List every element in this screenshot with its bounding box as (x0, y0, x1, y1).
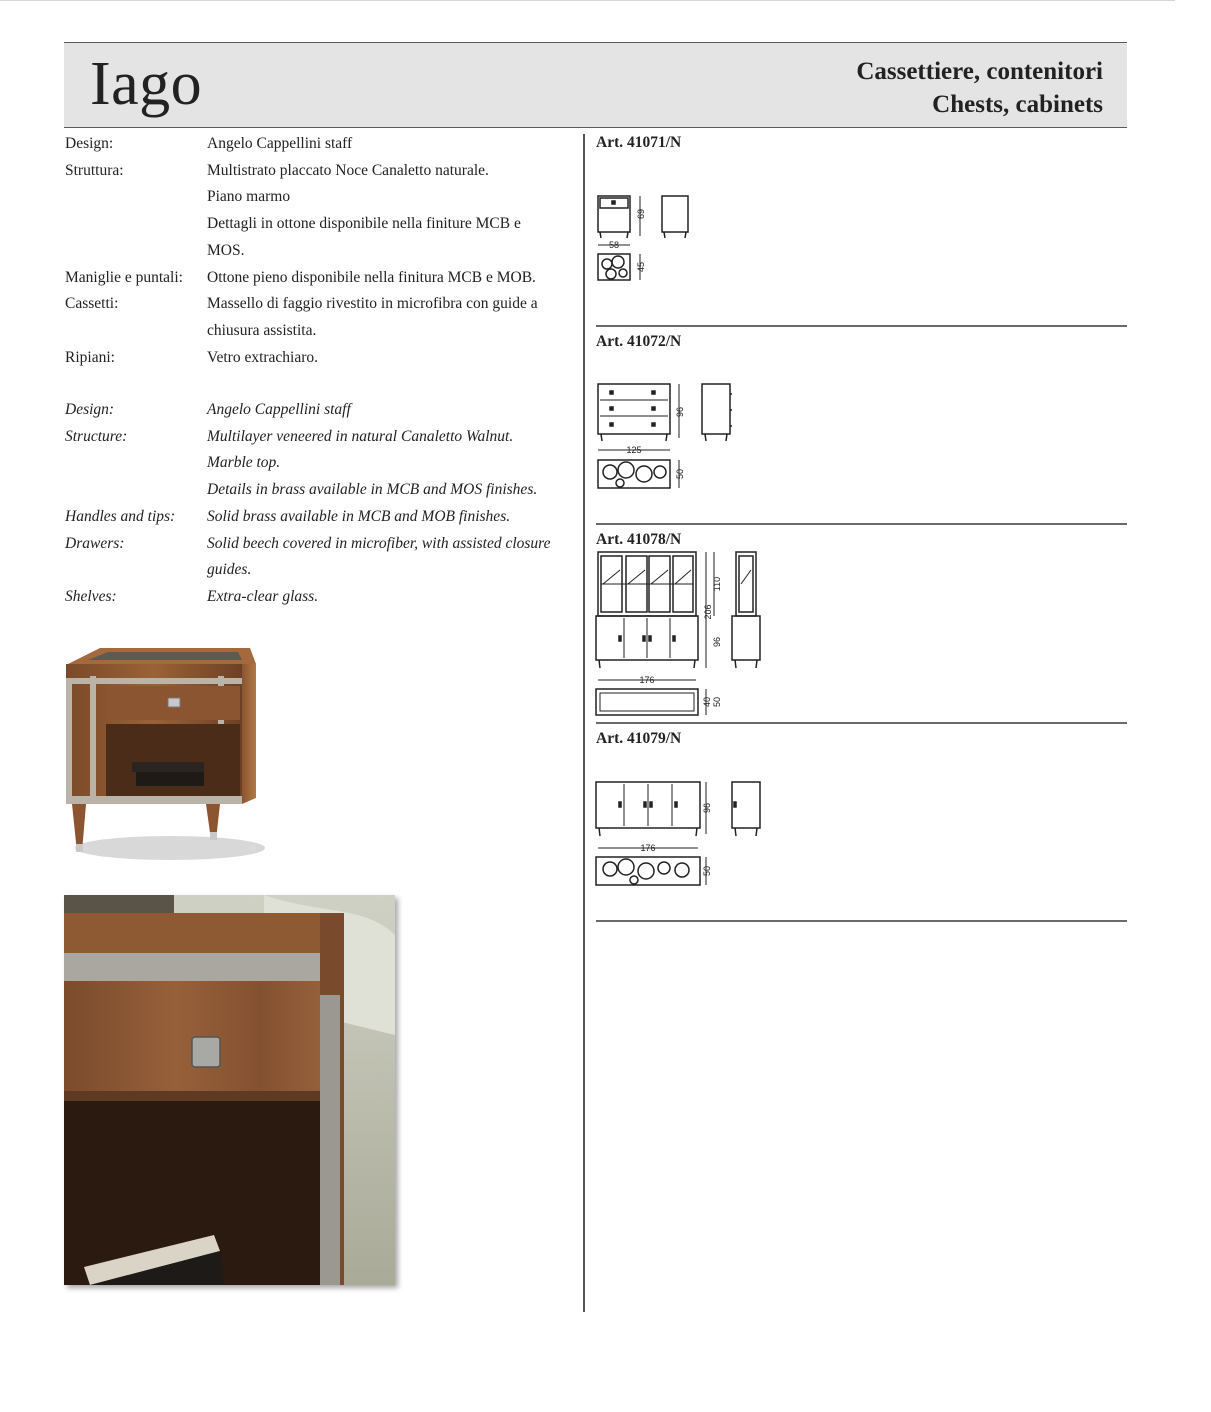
spec-row-shelves (65, 584, 562, 611)
section-rule (596, 523, 1127, 525)
category-heading (856, 55, 1103, 121)
section-rule (596, 920, 1127, 922)
spec-label: Ripiani: (65, 348, 115, 366)
spec-line: Dettagli in ottone disponibile nella finiture MCB e (207, 215, 521, 233)
section-rule (596, 722, 1127, 724)
spec-label: Design: (65, 401, 115, 418)
spec-value (207, 158, 562, 265)
spec-value (207, 424, 562, 504)
spec-value (207, 345, 562, 372)
article-code: Art. 41078/N (596, 531, 682, 548)
height-label: 96 (675, 406, 685, 418)
spec-label: Cassetti: (65, 295, 119, 313)
upper-depth-label: 40 (702, 696, 712, 708)
spec-row-drawers (65, 531, 562, 584)
spec-line: guides. (207, 561, 252, 579)
spec-label: Struttura: (65, 161, 124, 179)
spec-line: Solid brass available in MCB and MOB finishes. (207, 507, 511, 525)
page-header (64, 42, 1127, 128)
spec-row-structure (65, 158, 562, 265)
upper-height-label: 110 (712, 576, 722, 592)
spec-label: Handles and tips: (65, 507, 176, 525)
spec-line: MOS. (207, 241, 245, 259)
top-rule (0, 0, 1175, 1)
height-label: 96 (702, 802, 712, 814)
spec-row-shelves (65, 345, 562, 372)
spec-row-design (65, 397, 562, 424)
article-code: Art. 41071/N (596, 134, 682, 151)
depth-label: 50 (702, 865, 712, 877)
lower-height-label: 96 (712, 636, 722, 648)
spec-line: Vetro extrachiaro. (207, 348, 319, 366)
spec-line: Details in brass available in MCB and MOS finishes. (207, 481, 538, 499)
spec-row-handles (65, 504, 562, 531)
section-rule (596, 325, 1127, 327)
total-height-label: 206 (703, 604, 713, 620)
spec-label: Drawers: (65, 534, 125, 552)
spec-value (207, 397, 562, 424)
height-label: 69 (636, 208, 646, 220)
lower-depth-label: 50 (712, 696, 722, 708)
nightstand-detail-photo (64, 895, 395, 1285)
nightstand-photo (60, 640, 270, 865)
spec-line: Piano marmo (207, 188, 291, 206)
width-label: 58 (608, 240, 620, 250)
spec-value (207, 131, 562, 158)
spec-line: Multistrato placcato Noce Canaletto naturale. (207, 161, 489, 179)
spec-row-handles (65, 265, 562, 292)
spec-line: Angelo Cappellini staff (207, 135, 353, 152)
spec-value (207, 291, 562, 344)
depth-label: 50 (675, 468, 685, 480)
spec-value (207, 504, 562, 531)
article-41078-drawing (590, 548, 780, 723)
article-41071-drawing (590, 192, 700, 287)
spec-line: Extra-clear glass. (207, 587, 319, 605)
category-english: Chests, cabinets (932, 91, 1103, 118)
spec-line: Marble top. (207, 454, 281, 472)
specs-english (65, 397, 562, 611)
spec-row-drawers (65, 291, 562, 344)
specs-italian (65, 131, 562, 371)
article-code: Art. 41079/N (596, 730, 682, 747)
spec-line: chiusura assistita. (207, 321, 317, 339)
collection-title: Iago (90, 50, 203, 118)
spec-label: Maniglie e puntali: (65, 268, 183, 286)
spec-label: Design: (65, 135, 114, 152)
column-divider (583, 134, 585, 1312)
spec-row-design (65, 131, 562, 158)
width-label: 176 (640, 843, 656, 853)
spec-value (207, 584, 562, 611)
article-41079-drawing (590, 778, 780, 890)
width-label: 176 (639, 675, 655, 685)
spec-label: Structure: (65, 427, 128, 445)
spec-line: Multilayer veneered in natural Canaletto Walnut. (207, 427, 514, 445)
spec-value (207, 531, 562, 584)
category-italian: Cassettiere, contenitori (856, 58, 1103, 85)
spec-row-structure (65, 424, 562, 504)
spec-value (207, 265, 562, 292)
article-code: Art. 41072/N (596, 333, 682, 350)
spec-label: Shelves: (65, 587, 117, 605)
article-41072-drawing (590, 380, 750, 495)
spec-line: Ottone pieno disponibile nella finitura MCB e MOB. (207, 268, 536, 286)
depth-label: 45 (636, 261, 646, 273)
spec-line: Solid beech covered in microfiber, with assisted closure (207, 534, 551, 552)
width-label: 125 (626, 445, 642, 455)
spec-line: Massello di faggio rivestito in microfibra con guide a (207, 295, 538, 313)
spec-line: Angelo Cappellini staff (207, 401, 351, 418)
